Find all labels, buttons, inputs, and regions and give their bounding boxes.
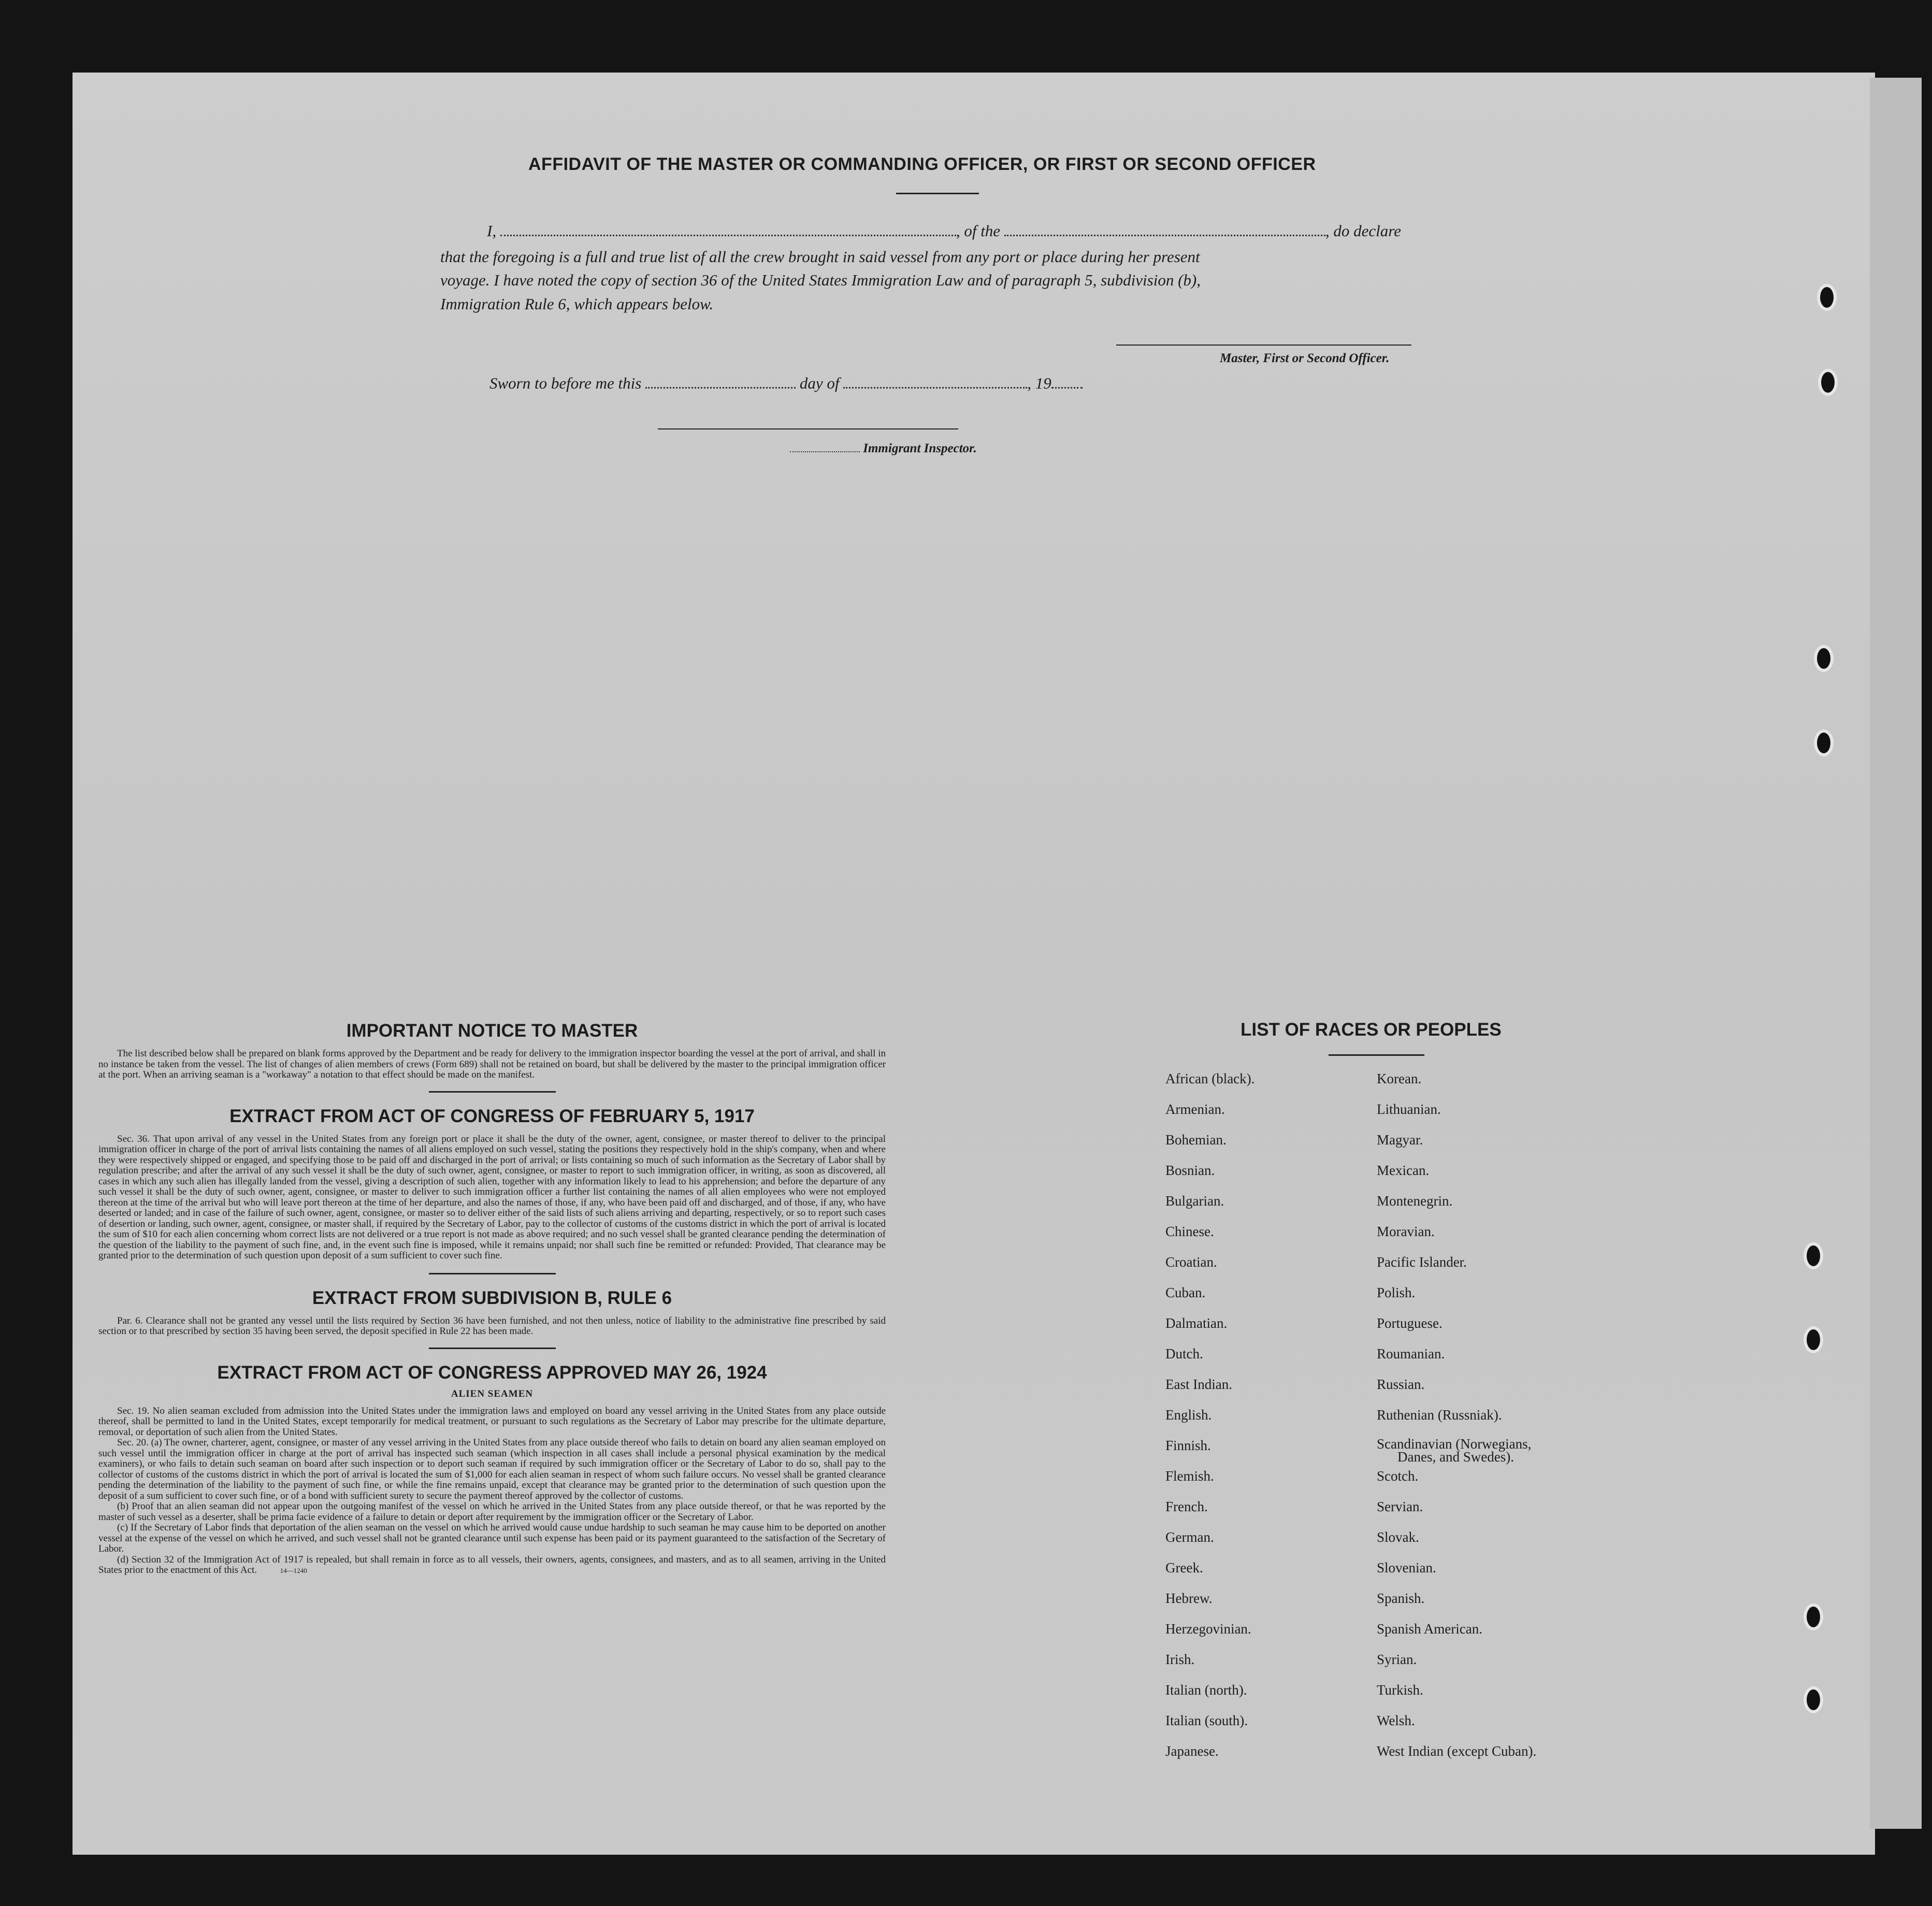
race-item: Dutch. <box>1165 1346 1203 1362</box>
binder-hole-5 <box>1804 1242 1823 1269</box>
inspector-signature-line[interactable] <box>658 428 958 429</box>
notices-column <box>98 1021 886 1577</box>
sec20d-body: (d) Section 32 of the Immigration Act of 1917 is repealed, but shall remain in force as to all vessels, their owners, agents, consignees, and masters, and as to all seamen, arriving in the United States prior to the enactment of this Act. <box>98 1554 886 1575</box>
document-page <box>73 73 1875 1855</box>
race-item: Irish. <box>1165 1652 1195 1667</box>
sworn-day-field[interactable] <box>645 387 796 389</box>
race-item: Greek. <box>1165 1560 1203 1575</box>
race-item: Scotch. <box>1377 1468 1419 1484</box>
race-item: Croatian. <box>1165 1254 1217 1270</box>
binder-hole-2 <box>1818 369 1838 396</box>
race-item: Bohemian. <box>1165 1132 1227 1148</box>
binder-hole-8 <box>1804 1686 1823 1713</box>
sec20a-text: Sec. 20. (a) The owner, charterer, agent, consignee, or master of any vessel arriving in the United States from any place outside thereof who fails to detain on board any alien seaman employed on such vessel until the immigration officer in charge at the port of arrival has inspected such seaman (which inspection in all cases shall include a personal physical examination by the medical examiners), or who fails to detain such seaman on board after such inspection or to deport such seaman if required by such immigration officer or the Secretary of Labor to do so, shall pay to the collector of customs of the customs district in which the port of arrival is located the sum of $1,000 for each alien seaman in respect of whom such failure occurs. No vessel shall be granted clearance pending the determination of the liability to the payment of such fine, or while the fine remains unpaid, except that clearance may be granted prior to the determination of such question upon the deposit of a sum sufficient to cover such fine, or of a bond with sufficient surety to secure the payment thereof approved by the collector of customs. <box>98 1437 886 1501</box>
race-item: Korean. <box>1377 1071 1422 1086</box>
affidavit-line3: voyage. I have noted the copy of section 36 of the United States Immigration Law and of paragraph 5, subdivision (b), <box>440 271 1201 289</box>
vessel-name-field[interactable] <box>1004 235 1325 236</box>
page-edge-tab <box>1870 78 1922 1829</box>
race-item: Japanese. <box>1165 1743 1219 1759</box>
race-item: Servian. <box>1377 1499 1423 1514</box>
sec20c-text: (c) If the Secretary of Labor finds that deportation of the alien seaman on the vessel on which he arrived would cause undue hardship to such seaman he may cause him to be deported on another vessel at the expense of the vessel on which he arrived, and such vessel shall not be granted clearance until such expense has been paid or its payment guaranteed to the satisfaction of the Secretary of Labor. <box>98 1522 886 1554</box>
race-item: Montenegrin. <box>1377 1193 1453 1209</box>
extract-rule6-title: EXTRACT FROM SUBDIVISION B, RULE 6 <box>312 1287 672 1308</box>
extract-1917-text: Sec. 36. That upon arrival of any vessel in the United States from any foreign port or place it shall be the duty of the owner, agent, consignee, or master thereof to deliver to the principal immigration officer in charge of the port of arrival lists containing the names of all aliens employed on such vessel, stating the positions they respectively hold in the ship's company, when and where they were respectively shipped or engaged, and specifying those to be paid off and discharged in the port of arrival; or lists containing so much of such information as the Secretary of Labor shall by regulation prescribe; and after the arrival of any such vessel it shall be the duty of such owner, agent, consignee, or master to report to such immigration officer, in writing, as soon as discovered, all cases in which any such alien has illegally landed from the vessel, giving a description of such alien, together with any information likely to lead to his apprehension; and before the departure of any such vessel it shall be the duty of such owner, agent, consignee, or master to deliver to such immigration officer a further list containing the names of all alien employees who were not employed thereon at the time of the arrival but who will leave port thereon at the time of her departure, and also the names of those, if any, who have been paid off and discharged, and of those, if any, who have deserted or landed; and in case of the failure of such owner, agent, consignee, or master so to deliver either of the said lists of such aliens arriving and departing, respectively, or so to report such cases of desertion or landing, such owner, agent, consignee, or master shall, if required by the Secretary of Labor, pay to the collector of customs of the customs district in which the port of arrival is located the sum of $10 for each alien concerning whom correct lists are not delivered or a true report is not made as above required; and no such vessel shall be granted clearance pending the determination of the question of the liability to the payment of such fine, and, in the event such fine is imposed, while it remains unpaid; nor shall such fine be remitted or refunded: Provided, That clearance may be granted prior to the determination of such question upon deposit of a sum sufficient to cover such fine. <box>98 1133 886 1261</box>
race-item: Spanish. <box>1377 1590 1425 1606</box>
affidavit-title-rule <box>896 193 979 194</box>
sworn-year-field[interactable] <box>1051 387 1083 389</box>
race-item: Italian (south). <box>1165 1713 1248 1728</box>
race-item: Bosnian. <box>1165 1163 1215 1178</box>
form-number: 14—1240 <box>280 1567 307 1574</box>
master-name-field[interactable] <box>500 235 956 236</box>
sec20d-text <box>98 1555 886 1577</box>
affidavit-declare-label: , do declare <box>1325 222 1401 240</box>
extract-1924-subtitle: ALIEN SEAMEN <box>451 1388 534 1399</box>
race-item: Pacific Islander. <box>1377 1254 1467 1270</box>
race-item: Slovak. <box>1377 1529 1419 1545</box>
affidavit-line4: Immigration Rule 6, which appears below. <box>440 295 714 313</box>
race-item: French. <box>1165 1499 1208 1514</box>
race-item: Bulgarian. <box>1165 1193 1224 1209</box>
race-item: Polish. <box>1377 1285 1416 1300</box>
race-item: Welsh. <box>1377 1713 1415 1728</box>
race-item: Russian. <box>1377 1377 1425 1392</box>
affidavit-title: AFFIDAVIT OF THE MASTER OR COMMANDING OFFICER, OR FIRST OR SECOND OFFICER <box>528 154 1316 174</box>
race-item: Portuguese. <box>1377 1315 1443 1331</box>
race-item: Flemish. <box>1165 1468 1214 1484</box>
race-item: German. <box>1165 1529 1214 1545</box>
race-item: Danes, and Swedes). <box>1397 1449 1514 1465</box>
sworn-month-field[interactable] <box>843 387 1027 389</box>
race-item: Syrian. <box>1377 1652 1417 1667</box>
binder-hole-3 <box>1814 645 1834 672</box>
races-list-col1 <box>1165 1068 1255 1771</box>
race-item: Scandinavian (Norwegians, <box>1377 1436 1532 1452</box>
race-item: Italian (north). <box>1165 1682 1247 1698</box>
binder-hole-1 <box>1817 284 1837 311</box>
sworn-line <box>489 371 1083 395</box>
race-item: Lithuanian. <box>1377 1101 1441 1117</box>
race-item: Mexican. <box>1377 1163 1430 1178</box>
race-item: Hebrew. <box>1165 1590 1213 1606</box>
extract-1924-title: EXTRACT FROM ACT OF CONGRESS APPROVED MAY 26, 1924 <box>217 1362 767 1383</box>
master-signature-label: Master, First or Second Officer. <box>1220 351 1390 365</box>
race-item: English. <box>1165 1407 1212 1423</box>
year-prefix-label: , 19 <box>1027 374 1051 392</box>
race-item: African (black). <box>1165 1071 1255 1086</box>
race-item: Magyar. <box>1377 1132 1423 1148</box>
affidavit-line1 <box>440 219 1476 243</box>
sec19-text: Sec. 19. No alien seaman excluded from admission into the United States under the immigration laws and employed on board any vessel arriving in the United States from any place outside thereof, shall be permitted to land in the United States, except temporarily for medical treatment, or pursuant to such regulations as the Secretary of Labor may prescribe for the ultimate departure, removal, or deportation of such alien from the United States. <box>98 1405 886 1438</box>
sec20b-text: (b) Proof that an alien seaman did not appear upon the outgoing manifest of the vessel on which he arrived in the United States from any place outside thereof, or that he was reported by the master of such vessel as a deserter, shall be prima facie evidence of a failure to detain or deport after requirement by the immigration officer or the Secretary of Labor. <box>98 1501 886 1523</box>
race-item: West Indian (except Cuban). <box>1377 1743 1537 1759</box>
race-item: Roumanian. <box>1377 1346 1445 1362</box>
day-of-label: day of <box>799 374 840 392</box>
extract-1917-title: EXTRACT FROM ACT OF CONGRESS OF FEBRUARY 5, 1917 <box>229 1106 755 1126</box>
sworn-label: Sworn to before me this <box>489 374 642 392</box>
notice-text: The list described below shall be prepared on blank forms approved by the Department and be ready for delivery to the immigration inspector boarding the vessel at the port of arrival, and shall in no instance be taken from the vessel. The list of changes of alien members of crews (Form 689) shall not be retained on board, but shall be delivered by the master to the principal immigration officer at the port. When an arriving seaman is a "workaway" a notation to that effect should be made on the manifest. <box>98 1048 886 1080</box>
binder-hole-4 <box>1814 729 1834 756</box>
affidavit-i-label: I, <box>487 222 497 240</box>
races-title-rule <box>1329 1054 1424 1056</box>
race-item: Cuban. <box>1165 1285 1206 1300</box>
race-item: Slovenian. <box>1377 1560 1436 1575</box>
races-list-col2 <box>1377 1068 1536 1771</box>
binder-hole-7 <box>1804 1603 1823 1630</box>
race-item: Spanish American. <box>1377 1621 1482 1637</box>
binder-hole-6 <box>1804 1326 1823 1353</box>
master-signature-line[interactable] <box>1116 345 1411 346</box>
race-item: Turkish. <box>1377 1682 1423 1698</box>
inspector-label-line <box>790 436 977 461</box>
race-item: East Indian. <box>1165 1377 1232 1392</box>
inspector-label: Immigrant Inspector. <box>863 441 977 455</box>
notice-title: IMPORTANT NOTICE TO MASTER <box>346 1021 638 1041</box>
race-item: Herzegovinian. <box>1165 1621 1251 1637</box>
affidavit-of-the-label: , of the <box>956 222 1001 240</box>
race-item: Chinese. <box>1165 1224 1214 1239</box>
extract-rule6-text: Par. 6. Clearance shall not be granted any vessel until the lists required by Section 36 have been furnished, and not then unless, notice of liability to the administrative fine prescribed by said section or to that prescribed by section 35 having been served, the deposit specified in Rule 22 has been made. <box>98 1315 886 1337</box>
race-item: Finnish. <box>1165 1438 1211 1453</box>
race-item: Armenian. <box>1165 1101 1225 1117</box>
race-item: Dalmatian. <box>1165 1315 1228 1331</box>
affidavit-line2: that the foregoing is a full and true list of all the crew brought in said vessel from any port or place during her present <box>440 248 1200 266</box>
races-title: LIST OF RACES OR PEOPLES <box>1241 1020 1502 1040</box>
race-item: Ruthenian (Russniak). <box>1377 1407 1502 1423</box>
race-item: Moravian. <box>1377 1224 1435 1239</box>
